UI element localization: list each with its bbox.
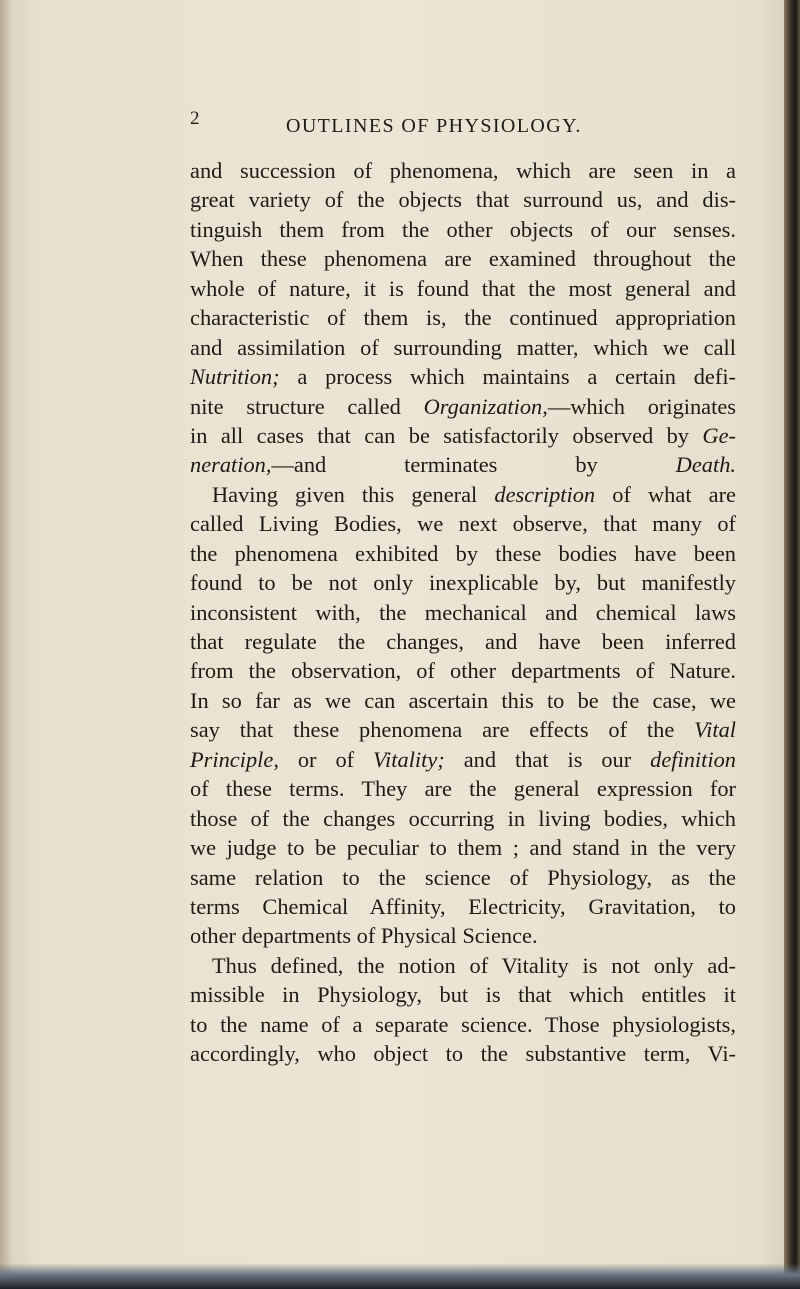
text-line <box>190 656 736 685</box>
page-header <box>190 108 750 148</box>
text-run: and assimilation of surrounding matter, which we call <box>190 334 736 360</box>
text-line <box>190 450 736 479</box>
text-line <box>190 156 736 185</box>
text-run: the phenomena exhibited by these bodies have been <box>190 540 736 566</box>
text-run: those of the changes occurring in living bodies, which <box>190 805 736 831</box>
text-run: called Living Bodies, we next observe, that many of <box>190 511 736 537</box>
text-line <box>190 333 736 362</box>
text-line <box>190 1039 736 1068</box>
text-line <box>190 627 736 656</box>
text-run: of what are <box>595 481 736 507</box>
italic-term: Vital <box>694 717 736 743</box>
text-run: or of <box>278 746 374 772</box>
text-line <box>190 951 736 980</box>
text-run: and that is our <box>444 746 651 772</box>
text-run: Having given this general <box>212 481 495 507</box>
text-line <box>190 244 736 273</box>
text-run: terms Chemical Affinity, Electricity, Gravitation, to <box>190 893 736 919</box>
text-line <box>190 598 736 627</box>
text-run: accordingly, who object to the substantive term, Vi- <box>190 1041 736 1067</box>
text-line <box>190 686 736 715</box>
text-run: found to be not only inexplicable by, but manifestly <box>190 570 736 596</box>
text-run: In so far as we can ascertain this to be the case, we <box>190 687 736 713</box>
text-run: to the name of a separate science. Those physiologists, <box>190 1011 736 1037</box>
italic-term: Ge- <box>702 422 736 448</box>
page-number: 2 <box>190 108 200 129</box>
text-run: characteristic of them is, the continued appropriation <box>190 305 736 331</box>
text-run: —which originates <box>547 393 736 419</box>
italic-term: Nutrition; <box>190 364 280 390</box>
text-run: whole of nature, it is found that the most general and <box>190 275 736 301</box>
text-line <box>190 480 736 509</box>
text-run: of these terms. They are the general expression for <box>190 776 736 802</box>
text-line <box>190 215 736 244</box>
text-line <box>190 509 736 538</box>
italic-term: Principle, <box>190 746 279 772</box>
text-line <box>190 833 736 862</box>
text-run: say that these phenomena are effects of the <box>190 717 695 743</box>
text-line <box>190 303 736 332</box>
text-run: When these phenomena are examined throughout the <box>190 246 736 272</box>
text-line <box>190 362 736 391</box>
text-line <box>190 921 736 950</box>
text-line <box>190 715 736 744</box>
text-line <box>190 804 736 833</box>
page-bottom-edge <box>0 1263 800 1289</box>
text-run: inconsistent with, the mechanical and chemical laws <box>190 599 736 625</box>
italic-term: Organization, <box>423 393 548 419</box>
text-run: we judge to be peculiar to them ; and stand in the very <box>190 835 736 861</box>
text-run: —and terminates by <box>271 452 676 478</box>
text-run: from the observation, of other departments of Nature. <box>190 658 736 684</box>
text-run: nite structure called <box>190 393 424 419</box>
text-line <box>190 185 736 214</box>
text-line <box>190 863 736 892</box>
page-right-edge <box>784 0 800 1289</box>
text-line <box>190 392 736 421</box>
text-run: and succession of phenomena, which are seen in a <box>190 158 736 183</box>
text-run: in all cases that can be satisfactorily observed by <box>190 422 703 448</box>
text-run: Thus defined, the notion of Vitality is not only ad- <box>212 952 736 978</box>
text-run: missible in Physiology, but is that which entitles it <box>190 982 736 1008</box>
text-line <box>190 1010 736 1039</box>
body-text <box>190 156 736 1069</box>
text-line <box>190 568 736 597</box>
text-run: great variety of the objects that surround us, and dis- <box>190 187 736 213</box>
text-line <box>190 774 736 803</box>
text-line <box>190 539 736 568</box>
text-run: same relation to the science of Physiology, as the <box>190 864 736 890</box>
text-run: other departments of Physical Science. <box>190 923 538 949</box>
italic-term: Vitality; <box>373 746 445 772</box>
page-gutter-shadow <box>0 0 12 1289</box>
italic-term: description <box>494 481 596 507</box>
text-run: a process which maintains a certain defi- <box>279 364 736 390</box>
text-run: tinguish them from the other objects of our senses. <box>190 216 736 242</box>
text-line <box>190 421 736 450</box>
italic-term: definition <box>650 746 736 772</box>
text-line <box>190 980 736 1009</box>
running-title: OUTLINES OF PHYSIOLOGY. <box>286 115 582 137</box>
text-line <box>190 274 736 303</box>
italic-term: neration, <box>190 452 272 478</box>
text-line <box>190 745 736 774</box>
text-run: that regulate the changes, and have been inferred <box>190 629 736 654</box>
text-line <box>190 892 736 921</box>
italic-term: Death. <box>675 452 736 478</box>
